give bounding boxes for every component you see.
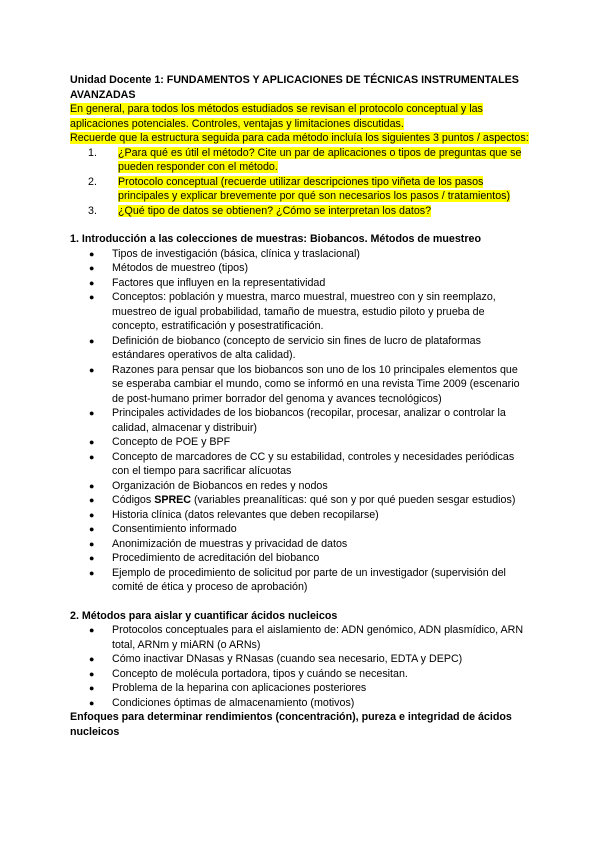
sprec-term: SPREC [154,494,192,506]
bullet-icon: ● [89,408,95,418]
list-item: ● Razones para pensar que los biobancos son uno de los 10 principales elementos que se esperaba cambiar el mundo, como se informó en una revista Time 2009 (escenario de post-humano primer borrador del genoma y avances tecnológicos) [89,363,520,405]
list-item: ● Procedimiento de acreditación del biobanco [89,552,320,564]
bullet-icon: ● [89,553,95,563]
bullet-icon: ● [89,437,95,447]
bullet-icon: ● [89,668,95,679]
list-item: ● Tipos de investigación (básica, clínica y traslacional) [89,247,360,260]
bullet-icon: ● [89,509,95,520]
list-item: ● Ejemplo de procedimiento de solicitud por parte de un investigador (supervisión del comité de ética y proceso de aprobación) [89,566,506,593]
bullet-icon: ● [89,292,95,302]
bullet-icon: ● [89,263,95,273]
list-item [70,146,530,175]
list-item: ● Concepto de marcadores de CC y su estabilidad, controles y necesidades periódicas con el tiempo para sacrificar alícuotas [89,450,515,477]
document-page [70,73,530,739]
list-item: ● Problema de la heparina con aplicaciones posteriores [89,682,367,694]
list-item: ● Historia clínica (datos relevantes que deben recopilarse) [89,508,379,521]
list-item: ● Factores que influyen en la representatividad [89,276,326,289]
list-item: ● Concepto de molécula portadora, tipos y cuándo se necesitan. [89,667,408,680]
bullet-icon: ● [89,480,95,491]
bullet-icon: ● [89,524,95,534]
intro-text-2 [70,131,530,146]
intro-text-1 [70,102,530,131]
list-item: ● Conceptos: población y muestra, marco muestral, muestreo con y sin reemplazo, muestreo de igual probabilidad, tamaño de muestra, estudio piloto y prueba de concepto, estratificación y posestratificación. [89,291,496,332]
bullet-icon: ● [89,625,95,635]
item-number: 3. [88,204,97,217]
highlighted-text: En general, para todos los métodos estudiados se revisan el protocolo conceptual y las aplicaciones potenciales. Controles, ventajas y limitaciones discutidas. [70,103,483,130]
section-1-list [70,247,530,595]
section-2-heading: 2. Métodos para aislar y cuantificar ácidos nucleicos [70,609,338,622]
bullet-icon: ● [89,495,95,505]
list-item: ● Códigos SPREC (variables preanalíticas: qué son y por qué pueden sesgar estudios) [89,494,516,506]
list-item: ● Definición de biobanco (concepto de servicio sin fines de lucro de plataformas estándares operativos de alta calidad). [89,334,481,361]
item-number: 2. [88,175,97,188]
bullet-icon: ● [89,538,95,549]
bullet-icon: ● [89,364,95,375]
list-item: ● Anonimización de muestras y privacidad de datos [89,537,348,550]
list-item: ● Concepto de POE y BPF [89,436,231,448]
bullet-icon: ● [89,451,95,462]
bullet-icon: ● [89,335,95,346]
highlighted-text: Protocolo conceptual (recuerde utilizar descripciones tipo viñeta de los pasos principales y explicar brevemente por qué son necesarios los pasos / tratamientos) [118,175,511,202]
list-item [70,175,530,204]
list-item [70,204,530,219]
section-1-heading: 1. Introducción a las colecciones de muestras: Biobancos. Métodos de muestreo [70,233,481,245]
bullet-icon: ● [89,248,95,259]
bullet-icon: ● [89,697,95,708]
highlighted-text: Recuerde que la estructura seguida para cada método incluía los siguientes 3 puntos / aspectos: [70,132,529,144]
section-2-subheading: Enfoques para determinar rendimientos (concentración), pureza e integridad de ácidos nucleicos [70,711,512,738]
bullet-icon: ● [89,277,95,288]
bullet-icon: ● [89,654,95,664]
section-2-list [70,623,530,710]
aspects-list [70,146,530,219]
list-item: ● Protocolos conceptuales para el aislamiento de: ADN genómico, ADN plasmídico, ARN total, ARNm y miARN (o ARNs) [89,624,524,651]
bullet-icon: ● [89,683,95,693]
bullet-icon: ● [89,567,95,578]
list-item: ● Cómo inactivar DNasas y RNasas (cuando sea necesario, EDTA y DEPC) [89,653,463,665]
list-item: ● Consentimiento informado [89,523,237,535]
list-item: ● Principales actividades de los biobancos (recopilar, procesar, analizar o controlar la calidad, almacenar y distribuir) [89,407,506,434]
list-item: ● Organización de Biobancos en redes y nodos [89,479,328,492]
list-item: ● Métodos de muestreo (tipos) [89,262,249,274]
list-item: ● Condiciones óptimas de almacenamiento (motivos) [89,696,355,709]
highlighted-text: ¿Para qué es útil el método? Cite un par de aplicaciones o tipos de preguntas que se pueden responder con el método. [118,146,522,173]
page-title: Unidad Docente 1: FUNDAMENTOS Y APLICACIONES DE TÉCNICAS INSTRUMENTALES AVANZADAS [70,74,519,101]
highlighted-text: ¿Qué tipo de datos se obtienen? ¿Cómo se interpretan los datos? [118,204,432,217]
item-number: 1. [88,146,97,159]
